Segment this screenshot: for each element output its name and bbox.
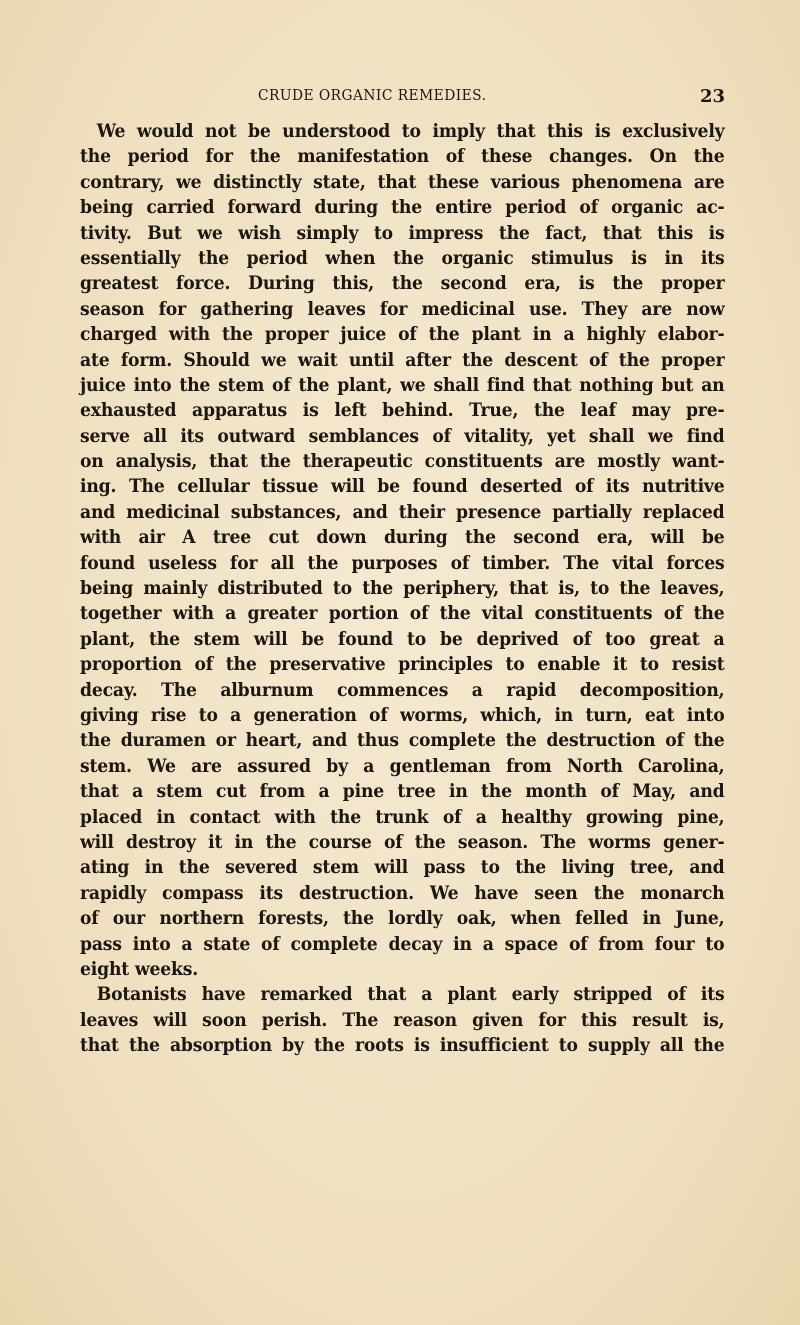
text-line: proportion of the preservative principles to enable it to resist [80, 654, 725, 676]
text-line: leaves will soon perish. The reason given for this result is, [80, 1009, 725, 1031]
running-title: CRUDE ORGANIC REMEDIES. [258, 86, 487, 104]
page-number: 23 [699, 86, 725, 107]
text-line: on analysis, that the therapeutic constituents are mostly want- [80, 451, 725, 473]
text-line: together with a greater portion of the vital constituents of the [80, 603, 725, 625]
text-line: essentially the period when the organic stimulus is in its [80, 247, 725, 269]
text-line: rapidly compass its destruction. We have seen the monarch [80, 882, 725, 904]
text-line: juice into the stem of the plant, we shall find that nothing but an [80, 374, 725, 396]
page-header [80, 86, 725, 110]
text-line: that the absorption by the roots is insufficient to supply all the [80, 1035, 725, 1057]
text-line: greatest force. During this, the second era, is the proper [80, 273, 725, 295]
text-line: Botanists have remarked that a plant early stripped of its [96, 984, 725, 1006]
text-line: ating in the severed stem will pass to the living tree, and [80, 857, 725, 879]
text-line: found useless for all the purposes of timber. The vital forces [80, 552, 725, 574]
text-line: the period for the manifestation of these changes. On the [80, 146, 725, 168]
text-line: that a stem cut from a pine tree in the month of May, and [80, 781, 725, 803]
text-line: of our northern forests, the lordly oak, when felled in June, [80, 908, 725, 930]
text-line: will destroy it in the course of the season. The worms gener- [80, 831, 725, 853]
text-line: exhausted apparatus is left behind. True, the leaf may pre- [80, 400, 725, 422]
text-line: decay. The alburnum commences a rapid decomposition, [80, 679, 725, 701]
text-line: placed in contact with the trunk of a healthy growing pine, [80, 806, 725, 828]
text-line: charged with the proper juice of the plant in a highly elabor- [80, 324, 725, 346]
text-line: and medicinal substances, and their presence partially replaced [80, 501, 725, 523]
text-line: contrary, we distinctly state, that these various phenomena are [80, 171, 725, 193]
text-line: with air A tree cut down during the second era, will be [80, 527, 725, 549]
text-line: giving rise to a generation of worms, which, in turn, eat into [80, 704, 725, 726]
text-line: pass into a state of complete decay in a space of from four to [80, 933, 725, 955]
text-line: being carried forward during the entire period of organic ac- [80, 197, 725, 219]
text-line: tivity. But we wish simply to impress the fact, that this is [80, 222, 725, 244]
text-line: stem. We are assured by a gentleman from North Carolina, [80, 755, 725, 777]
text-line: serve all its outward semblances of vitality, yet shall we find [80, 425, 725, 447]
text-line: ing. The cellular tissue will be found deserted of its nutritive [80, 476, 725, 498]
text-line: We would not be understood to imply that this is exclusively [96, 121, 725, 142]
text-line: eight weeks. [80, 958, 199, 980]
body-text [80, 119, 725, 1058]
text-line: season for gathering leaves for medicinal use. They are now [80, 298, 725, 320]
text-line: being mainly distributed to the periphery, that is, to the leaves, [80, 578, 725, 600]
text-line: the duramen or heart, and thus complete the destruction of the [80, 730, 725, 752]
text-line: ate form. Should we wait until after the descent of the proper [80, 349, 725, 371]
text-line: plant, the stem will be found to be deprived of too great a [80, 628, 725, 650]
